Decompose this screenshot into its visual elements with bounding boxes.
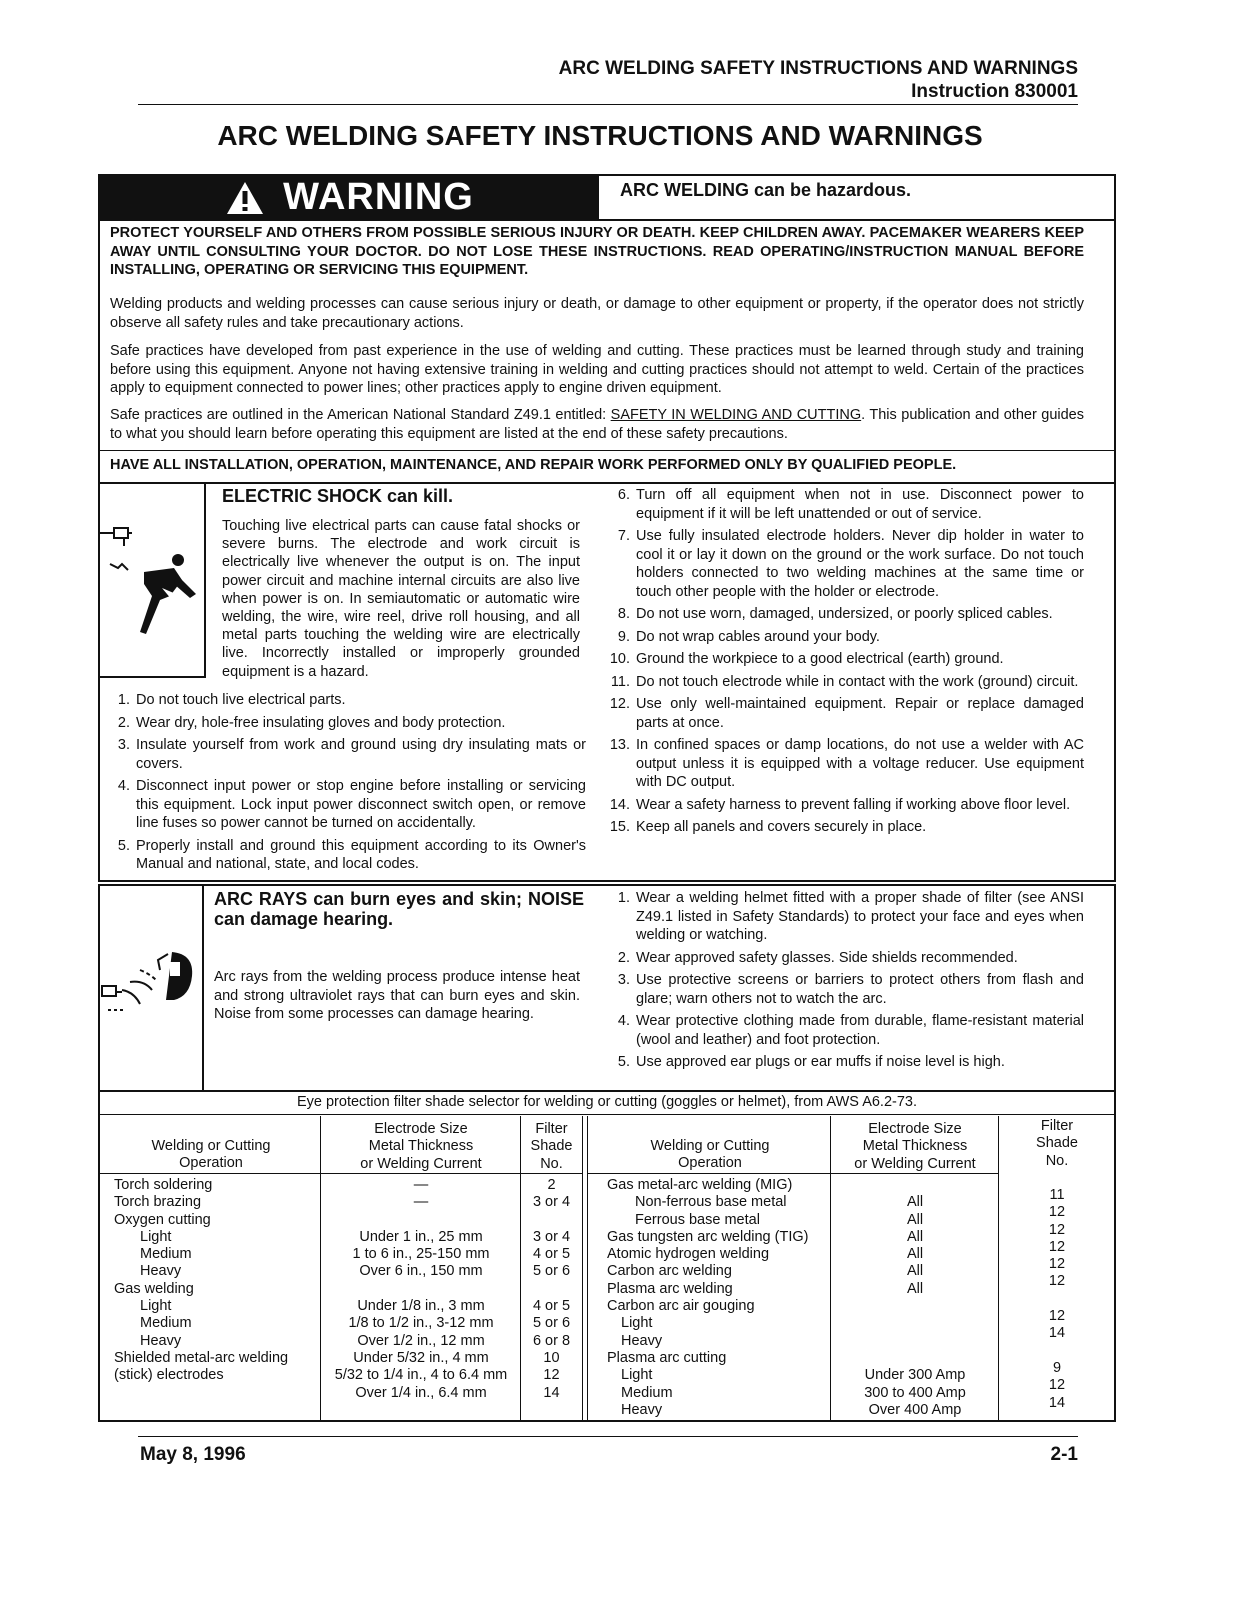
header-rule-left xyxy=(100,1173,582,1174)
list-item xyxy=(600,1053,1084,1072)
list-item xyxy=(106,691,586,710)
table-cell: — xyxy=(413,1194,429,1211)
welder-helmet-icon xyxy=(100,930,200,1030)
item-number: 8. xyxy=(617,606,630,622)
table-cell: 14 xyxy=(543,1384,560,1401)
table-cell: All xyxy=(906,1246,924,1263)
table-cell: Carbon arc welding xyxy=(607,1263,732,1280)
list-item xyxy=(600,605,1084,624)
table-cell: Over 1/4 in., 6.4 mm xyxy=(355,1384,487,1401)
table-cell: Plasma arc cutting xyxy=(607,1349,727,1366)
header-line: Welding or Cutting xyxy=(650,1138,770,1154)
table-cell: 3 or 4 xyxy=(532,1194,571,1211)
header-line: Electrode Size xyxy=(868,1121,962,1137)
right-op-column xyxy=(607,1177,830,1419)
list-item xyxy=(600,818,1084,837)
item-text: Do not wrap cables around your body. xyxy=(636,628,880,645)
list-item xyxy=(106,837,586,874)
item-number: 14. xyxy=(609,796,630,813)
header-op-left xyxy=(102,1138,320,1173)
table-cell: 12 xyxy=(543,1367,560,1384)
footer-date: May 8, 1996 xyxy=(140,1444,246,1465)
electric-title: ELECTRIC SHOCK can kill. xyxy=(222,486,454,506)
left-size-column xyxy=(322,1177,520,1402)
item-number: 5. xyxy=(117,837,130,854)
item-number: 3. xyxy=(117,737,130,753)
header-line: Metal Thickness xyxy=(368,1138,474,1155)
table-cell xyxy=(832,1350,998,1367)
caption-rule xyxy=(100,1114,1114,1115)
table-cell: Over 6 in., 150 mm xyxy=(359,1263,483,1280)
table-cell: Heavy xyxy=(140,1263,182,1280)
table-cell xyxy=(832,1177,998,1194)
header-line: Metal Thickness xyxy=(862,1138,968,1155)
warning-final: HAVE ALL INSTALLATION, OPERATION, MAINTENANCE, AND REPAIR WORK PERFORMED ONLY BY QUALIFIED PEOPLE. xyxy=(110,457,957,473)
warning-rule xyxy=(100,219,1114,221)
table-cell: — xyxy=(413,1177,429,1193)
list-item xyxy=(600,949,1084,968)
table-cell: Under 300 Amp xyxy=(864,1367,966,1384)
table-cell: 12 xyxy=(1048,1308,1066,1325)
item-number: 1. xyxy=(617,890,630,906)
item-text: Wear approved safety glasses. Side shields recommended. xyxy=(636,949,1018,966)
item-number: 13. xyxy=(609,737,630,753)
warning-para-1: Welding products and welding processes can cause serious injury or death, or damage to other equipment or property, if the operator does not strictly observe all safety rules and take precautionary actions. xyxy=(110,296,1084,331)
table-cell xyxy=(521,1212,582,1229)
table-cell: 4 or 5 xyxy=(532,1298,571,1315)
col-divider xyxy=(320,1116,321,1420)
para3-text-b: . This publication and other guides to what you should learn before operating this equipment are listed at the end of these safety precautions. xyxy=(110,407,1084,442)
table-cell: Medium xyxy=(140,1315,192,1332)
item-number: 9. xyxy=(617,628,630,645)
list-item xyxy=(600,486,1084,523)
item-number: 2. xyxy=(117,714,130,731)
table-cell: Heavy xyxy=(140,1332,182,1349)
table-cell: 14 xyxy=(1048,1394,1066,1411)
electric-intro: Touching live electrical parts can cause fatal shocks or severe burns. The electrode and work circuit is electrically live whenever the output is on. The input power circuit and machine internal circuits are also live when power is on. In semiautomatic or automatic wire welding, the wire, wire reel, drive roll housing, and all metal parts touching the welding wire are electrically live. Incorrectly installed or improperly grounded equipment is a hazard. xyxy=(222,518,580,680)
table-cell: Over 1/2 in., 12 mm xyxy=(357,1332,485,1349)
warning-triangle-icon xyxy=(225,180,265,216)
table-cell: Torch soldering xyxy=(114,1177,213,1193)
item-number: 12. xyxy=(609,696,630,712)
header-line: Filter xyxy=(535,1121,568,1137)
table-caption: Eye protection filter shade selector for welding or cutting (goggles or helmet), from AWS A6.2-73. xyxy=(296,1094,918,1110)
list-item xyxy=(106,736,586,773)
page-number: 2-1 xyxy=(1050,1444,1078,1465)
table-cell: 12 xyxy=(1048,1377,1066,1394)
col-divider xyxy=(830,1116,831,1420)
table-cell xyxy=(1000,1343,1114,1360)
table-cell xyxy=(832,1298,998,1315)
table-cell: Under 1/8 in., 3 mm xyxy=(357,1298,485,1315)
list-item xyxy=(600,650,1084,669)
table-cell: Medium xyxy=(621,1384,673,1401)
item-number: 4. xyxy=(617,1013,630,1029)
item-text: In confined spaces or damp locations, do not use a welder with AC output unless it is equipped with a voltage reducer. Use equipment with DC output. xyxy=(636,737,1084,790)
table-cell: 4 or 5 xyxy=(532,1246,571,1263)
list-item xyxy=(600,1012,1084,1049)
header-line: Electrode Size xyxy=(374,1121,468,1137)
list-item xyxy=(106,777,586,833)
table-cell: 14 xyxy=(1048,1325,1066,1342)
header-line: Operation xyxy=(678,1155,742,1172)
table-cell: Medium xyxy=(140,1246,192,1263)
table-cell: Oxygen cutting xyxy=(114,1211,211,1228)
header-line: Shade xyxy=(1036,1135,1078,1152)
item-text: Use approved ear plugs or ear muffs if noise level is high. xyxy=(636,1054,1005,1070)
final-rule xyxy=(100,450,1114,451)
table-cell: Non-ferrous base metal xyxy=(635,1194,787,1211)
item-text: Keep all panels and covers securely in place. xyxy=(636,819,927,835)
table-cell: 12 xyxy=(1048,1221,1066,1238)
table-cell: 5/32 to 1/4 in., 4 to 6.4 mm xyxy=(334,1367,508,1384)
item-text: Do not touch electrode while in contact with the work (ground) circuit. xyxy=(636,673,1079,690)
warning-intro: PROTECT YOURSELF AND OTHERS FROM POSSIBLE SERIOUS INJURY OR DEATH. KEEP CHILDREN AWAY. PACEMAKER WEARERS KEEP AWAY UNTIL CONSULTING YOUR DOCTOR. DO NOT LOSE THESE INSTRUCTIONS. READ OPERATING/INSTRUCTION MANUAL BEFORE INSTALLING, OPERATING OR SERVICING THIS EQUIPMENT. xyxy=(110,225,1084,278)
table-cell: Gas tungsten arc welding (TIG) xyxy=(607,1228,809,1245)
table-cell: 1/8 to 1/2 in., 3-12 mm xyxy=(348,1315,494,1332)
item-text: Do not use worn, damaged, undersized, or poorly spliced cables. xyxy=(636,606,1053,622)
table-cell: Plasma arc welding xyxy=(607,1280,733,1297)
list-item xyxy=(600,971,1084,1008)
electric-icon-box xyxy=(100,484,206,678)
table-cell: 11 xyxy=(1049,1187,1065,1203)
table-cell xyxy=(1000,1291,1114,1308)
table-cell: All xyxy=(906,1211,924,1228)
table-cell: 12 xyxy=(1048,1238,1066,1255)
table-cell: Torch brazing xyxy=(114,1194,202,1211)
electric-list-left xyxy=(106,691,586,878)
header-shade-left xyxy=(521,1121,582,1173)
running-title: ARC WELDING SAFETY INSTRUCTIONS AND WARNINGS xyxy=(558,58,1078,79)
item-text: Properly install and ground this equipment according to its Owner's Manual and national, state, and local codes. xyxy=(136,837,586,872)
table-cell: 300 to 400 Amp xyxy=(864,1384,966,1401)
para3-text-a: Safe practices are outlined in the American National Standard Z49.1 entitled: xyxy=(110,407,611,423)
warning-banner xyxy=(100,176,599,219)
list-item xyxy=(600,796,1084,815)
col-divider xyxy=(587,1116,588,1420)
item-text: Wear a safety harness to prevent falling if working above floor level. xyxy=(636,796,1071,813)
arc-icon-divider xyxy=(202,886,204,1090)
electric-list-right xyxy=(600,486,1084,841)
item-text: Ground the workpiece to a good electrical (earth) ground. xyxy=(636,651,1004,667)
table-cell: 10 xyxy=(543,1349,560,1366)
header-shade-right xyxy=(1000,1118,1114,1170)
header-size-left xyxy=(322,1121,520,1173)
table-cell: 12 xyxy=(1048,1204,1066,1221)
table-cell: Light xyxy=(140,1298,172,1315)
header-line: Filter xyxy=(1040,1118,1074,1134)
table-cell: All xyxy=(906,1228,924,1245)
table-cell: Light xyxy=(621,1315,653,1332)
table-cell: 9 xyxy=(1052,1359,1062,1376)
arc-rays-list xyxy=(600,889,1084,1076)
item-text: Disconnect input power or stop engine before installing or servicing this equipment. Lock input power disconnect switch open, or remove line fuses so power cannot be turned on accidentally. xyxy=(136,778,586,831)
warning-subtitle: ARC WELDING can be hazardous. xyxy=(620,180,912,200)
col-divider xyxy=(582,1116,583,1420)
list-item xyxy=(600,673,1084,692)
header-rule-right xyxy=(587,1173,998,1174)
arc-icon-box xyxy=(100,930,200,1030)
item-number: 4. xyxy=(117,778,130,794)
header-line: Operation xyxy=(179,1155,243,1172)
left-shade-column xyxy=(521,1177,582,1402)
electric-shock-icon xyxy=(100,484,204,674)
table-cell xyxy=(832,1315,998,1332)
header-line: Shade xyxy=(530,1138,573,1155)
table-cell: All xyxy=(906,1263,924,1280)
table-cell: (stick) electrodes xyxy=(114,1367,224,1384)
col-divider xyxy=(998,1116,999,1420)
item-text: Use protective screens or barriers to protect others from flash and glare; warn others not to watch the arc. xyxy=(636,972,1084,1007)
table-cell xyxy=(521,1281,582,1298)
table-cell: Gas welding xyxy=(114,1280,194,1297)
item-text: Insulate yourself from work and ground using dry insulating mats or covers. xyxy=(136,737,586,772)
list-item xyxy=(600,527,1084,601)
warning-para-3 xyxy=(110,406,1084,443)
table-cell: Light xyxy=(621,1367,653,1384)
standard-title: SAFETY IN WELDING AND CUTTING xyxy=(610,407,862,423)
item-number: 2. xyxy=(617,949,630,966)
table-cell: Light xyxy=(140,1228,172,1245)
header-rule xyxy=(138,104,1078,105)
item-number: 10. xyxy=(609,651,630,667)
table-cell xyxy=(322,1212,520,1229)
item-text: Use fully insulated electrode holders. Never dip holder in water to cool it or lay it down on the ground or the work surface. Do not touch holders connected to two welding machines at the same time or touch other people with the holder or electrode. xyxy=(636,528,1084,600)
item-text: Use only well-maintained equipment. Repair or replace damaged parts at once. xyxy=(636,696,1084,731)
header-size-right xyxy=(832,1121,998,1173)
item-number: 11. xyxy=(610,673,630,690)
table-cell: 6 or 8 xyxy=(532,1332,571,1349)
item-number: 5. xyxy=(617,1054,630,1070)
table-cell xyxy=(114,1385,320,1402)
table-cell: Atomic hydrogen welding xyxy=(607,1246,770,1263)
right-shade-column xyxy=(1000,1187,1114,1412)
instruction-number: Instruction 830001 xyxy=(911,81,1078,102)
table-cell: 1 to 6 in., 25-150 mm xyxy=(352,1246,490,1263)
left-op-column xyxy=(114,1177,320,1402)
table-cell: 5 or 6 xyxy=(532,1315,571,1332)
list-item xyxy=(600,889,1084,945)
arc-rays-title: ARC RAYS can burn eyes and skin; NOISE can damage hearing. xyxy=(214,889,584,929)
table-cell: 12 xyxy=(1048,1256,1066,1273)
list-item xyxy=(106,714,586,733)
table-cell: All xyxy=(906,1280,924,1297)
warning-label: WARNING xyxy=(283,176,474,218)
item-text: Turn off all equipment when not in use. Disconnect power to equipment if it will be left unattended or out of service. xyxy=(636,487,1084,522)
right-size-column xyxy=(832,1177,998,1419)
list-item xyxy=(600,695,1084,732)
arc-rays-intro: Arc rays from the welding process produce intense heat and strong ultraviolet rays that can burn eyes and skin. Noise from some processes can damage hearing. xyxy=(214,969,580,1022)
table-cell: Heavy xyxy=(621,1332,663,1349)
table-cell: 12 xyxy=(1048,1273,1066,1290)
table-cell: 5 or 6 xyxy=(532,1263,571,1280)
table-cell: Gas metal-arc welding (MIG) xyxy=(607,1177,793,1193)
table-cell: Shielded metal-arc welding xyxy=(114,1349,289,1366)
header-op-right xyxy=(590,1138,830,1173)
item-number: 6. xyxy=(617,487,630,503)
table-cell: Ferrous base metal xyxy=(635,1211,760,1228)
item-text: Wear dry, hole-free insulating gloves and body protection. xyxy=(136,714,506,731)
table-cell xyxy=(322,1281,520,1298)
item-text: Wear a welding helmet fitted with a proper shade of filter (see ANSI Z49.1 listed in Safety Standards) to protect your face and eyes when welding or watching. xyxy=(636,890,1084,943)
header-line: No. xyxy=(540,1155,563,1172)
footer-rule xyxy=(138,1436,1078,1437)
table-cell: Heavy xyxy=(621,1401,663,1418)
table-cell: Over 400 Amp xyxy=(868,1401,962,1418)
table-cell: 2 xyxy=(547,1177,556,1193)
item-number: 15. xyxy=(609,819,630,835)
page-title: ARC WELDING SAFETY INSTRUCTIONS AND WARNINGS xyxy=(217,120,983,151)
table-cell: Under 1 in., 25 mm xyxy=(359,1228,483,1245)
list-item xyxy=(600,736,1084,792)
warning-para-2: Safe practices have developed from past experience in the use of welding and cutting. These practices must be learned through study and training before using this equipment. Anyone not having extensive training in welding and cutting practices should not attempt to weld. Certain of the practices apply to equipment connected to power lines; other practices apply to engine driven equipment. xyxy=(110,343,1084,396)
table-cell: Carbon arc air gouging xyxy=(607,1298,755,1315)
table-cell: Under 5/32 in., 4 mm xyxy=(353,1349,489,1366)
table-cell: All xyxy=(906,1194,924,1211)
item-number: 1. xyxy=(117,692,130,708)
item-number: 7. xyxy=(617,528,630,544)
header-line: No. xyxy=(1045,1152,1069,1169)
header-line: or Welding Current xyxy=(360,1155,482,1172)
header-line: Welding or Cutting xyxy=(151,1138,271,1154)
list-item xyxy=(600,628,1084,647)
table-cell: 3 or 4 xyxy=(532,1228,571,1245)
item-text: Wear protective clothing made from durable, flame-resistant material (wool and leather) and foot protection. xyxy=(636,1013,1084,1048)
item-number: 3. xyxy=(617,972,630,988)
header-line: or Welding Current xyxy=(854,1155,976,1172)
table-cell xyxy=(832,1333,998,1350)
item-text: Do not touch live electrical parts. xyxy=(136,692,346,708)
